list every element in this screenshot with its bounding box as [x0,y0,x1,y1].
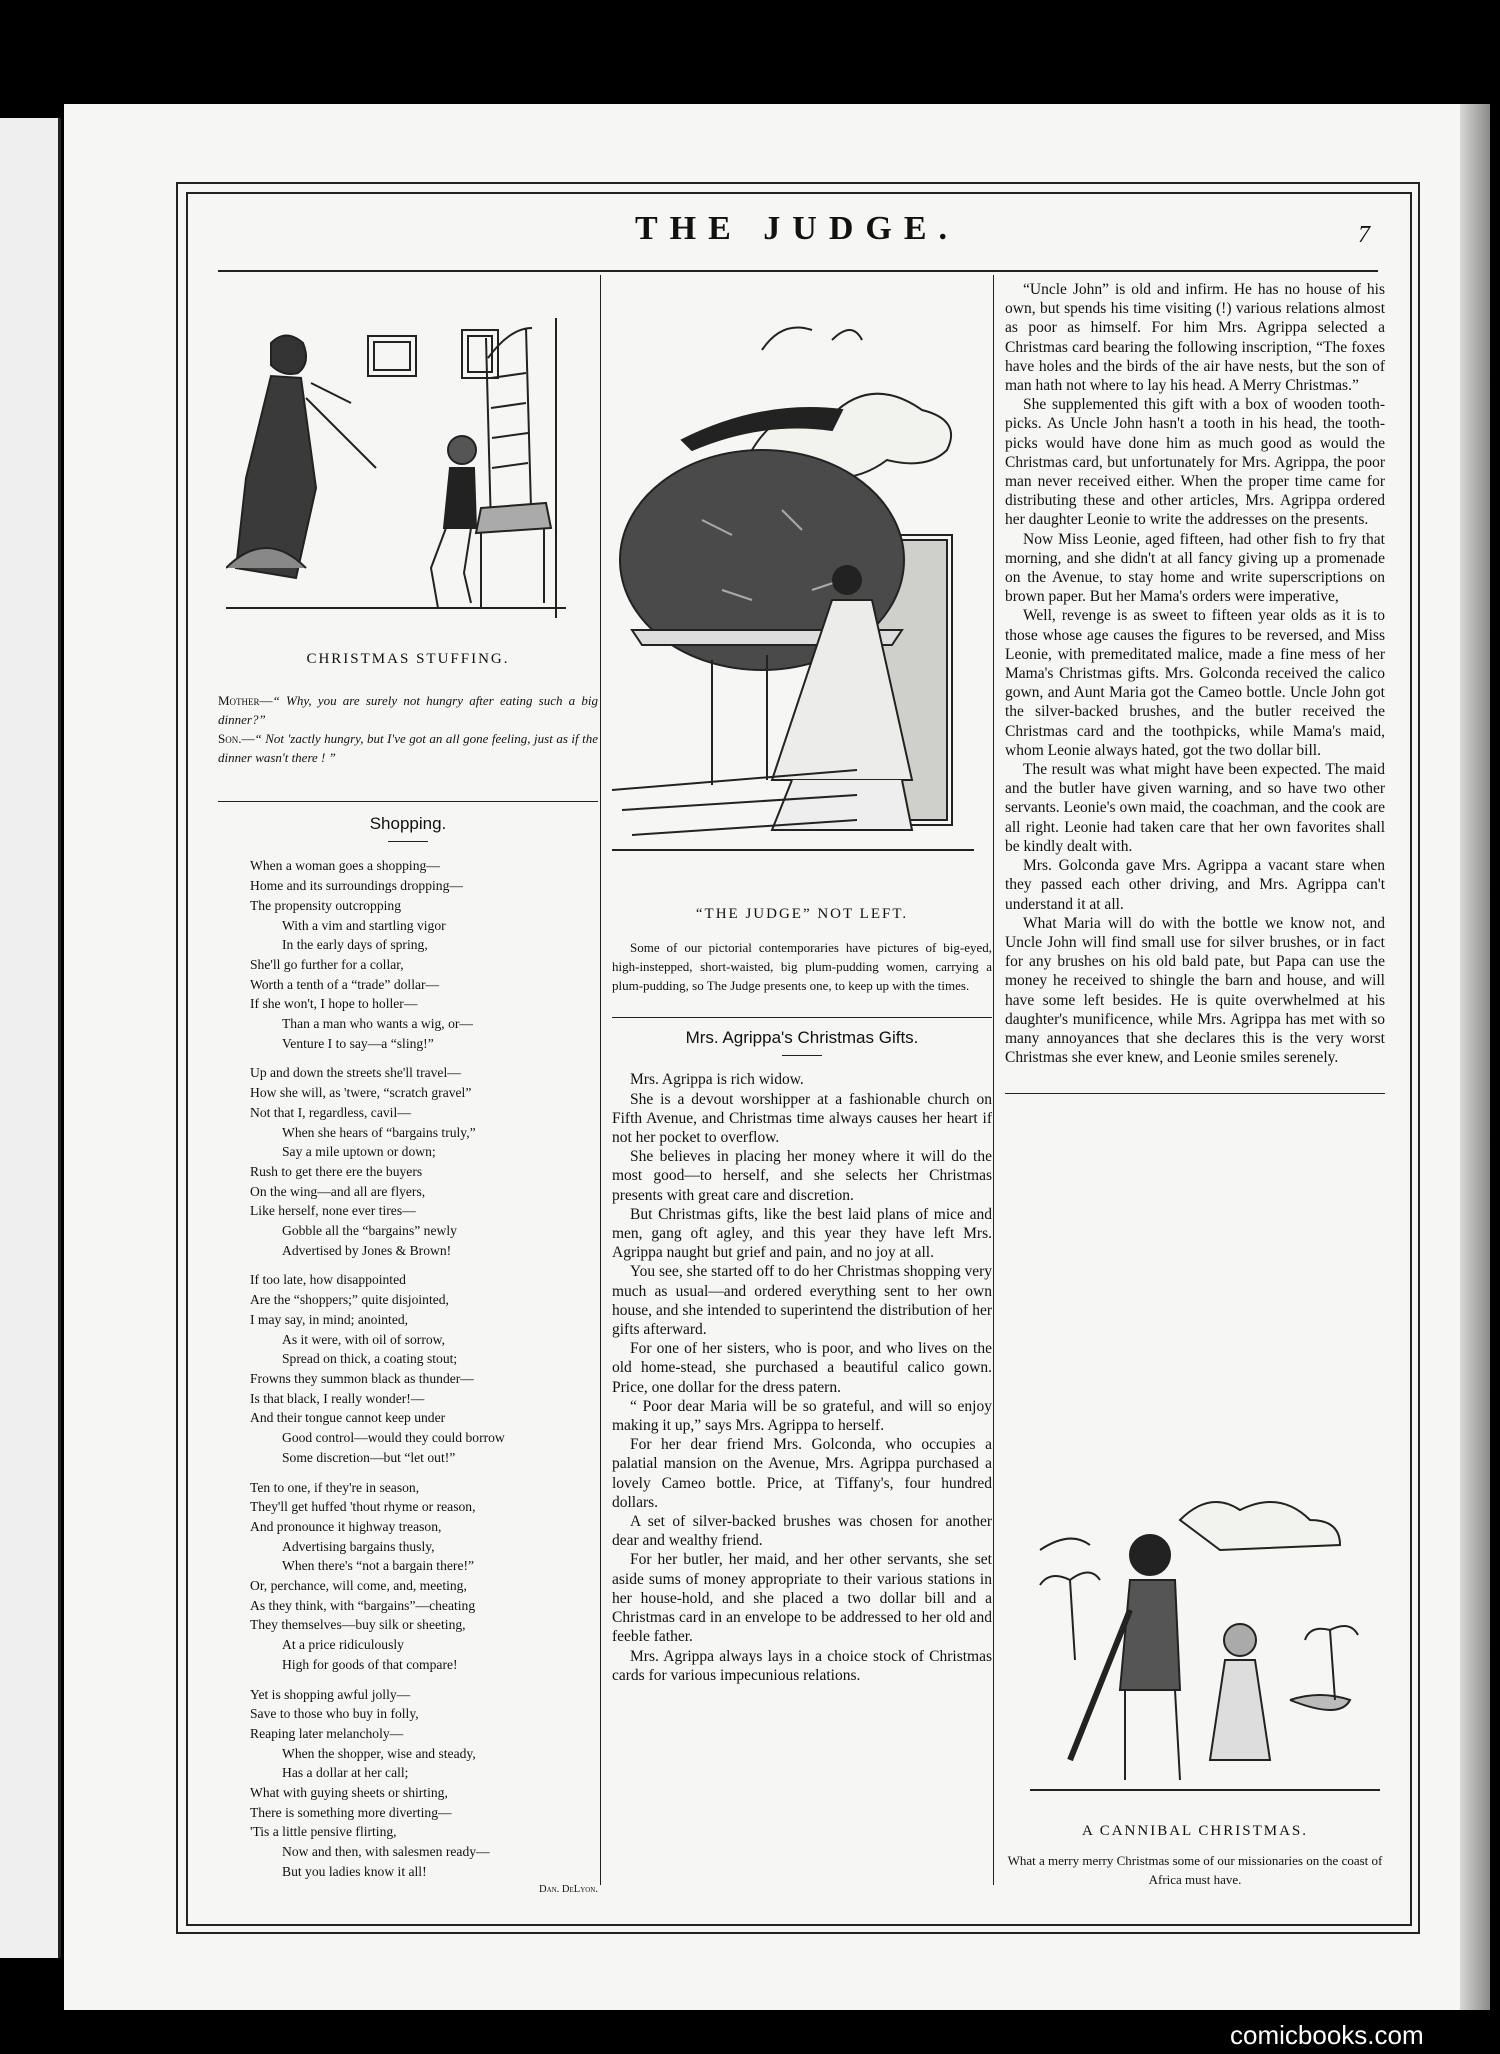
title-underline [782,1055,822,1056]
article-paragraph: She supplemented this gift with a box of wooden tooth-picks. As Uncle John hasn't a tooth in his head, the tooth-picks would have done him as much good as would the Christmas card, but unfortunately for Mrs. Agrippa, the poor man never received either. When the proper time came for distributing these and other articles, Mrs. Agrippa ordered her daughter Leonie to write the addresses on the presents. [1005,396,1385,529]
stanza-gap [250,1675,598,1685]
poem-line: I may say, in mind; anointed, [250,1311,409,1327]
cartoon-caption-cannibal-christmas: What a merry merry Christmas some of our missionaries on the coast of Africa must have. [1007,1853,1383,1888]
page-number: 7 [1358,222,1370,248]
page-edge-shadow [1460,104,1490,2010]
poem-line: Ten to one, if they're in season, [250,1479,420,1495]
article-paragraph: Now Miss Leonie, aged fifteen, had other fish to fry that morning, and she didn't at all fancy giving up a promenade on the Avenue, to stay home and write superscriptions on brown paper. But her Mama's orders were imperative, [1005,530,1385,606]
poem-line: Than a man who wants a wig, or— [282,1016,474,1032]
poem-line: She'll go further for a collar, [250,956,404,972]
article-paragraph: But Christmas gifts, like the best laid plans of mice and men, gang oft agley, and this year they have left Mrs. Agrippa naught but grief and pain, and no joy at all. [612,1205,992,1262]
poem-line: Frowns they summon black as thunder— [250,1370,474,1386]
article-body-part-1 [612,1070,992,1685]
article-paragraph: What Maria will do with the bottle we know not, and Uncle John will find small use for silver brushes, or in fact for any brushes on his old bald pate, but Papa can use the money he received to shingle the barn and house, and will have some left besides. He is quite overwhelmed at his daughter's munificence, while Mrs. Agrippa has met with so many annoyances that she declares this is the very worst Christmas she ever knew, and Leonie smiles serenely. [1005,914,1385,1067]
poem-line: But you ladies know it all! [282,1863,427,1879]
article-paragraph: She believes in placing her money where it will do the most good—to herself, and she selects her Christmas presents with great care and discretion. [612,1148,992,1204]
cartoon-title-cannibal-christmas: A CANNIBAL CHRISTMAS. [1081,1823,1309,1839]
poem-line: Now and then, with salesmen ready— [282,1844,490,1860]
article-paragraph: Mrs. Golconda gave Mrs. Agrippa a vacant stare when they passed each other driving, and Mrs. Agrippa can't understand it at all. [1005,857,1385,913]
poem-line: If too late, how disappointed [250,1272,406,1288]
christmas-stuffing-illustration [226,318,588,640]
article-paragraph: For her dear friend Mrs. Golconda, who occupies a palatial mansion on the Avenue, Mrs. Agrippa purchased a lovely Cameo bottle. Price, at Tiffany's, four hundred dollars. [612,1436,992,1511]
column-1 [218,650,598,1899]
article-paragraph: You see, she started off to do her Christmas shopping very much as usual—and ordered everything sent to her own house, and she intended to superintend the distribution of her gifts afterward. [612,1263,992,1339]
masthead-title: THE JUDGE. [634,210,960,247]
poem-line: As they think, with “bargains”—cheating [250,1597,476,1613]
poem-line: If she won't, I hope to holler— [250,996,418,1012]
section-rule [1005,1093,1385,1094]
cannibal-christmas-illustration [1030,1460,1380,1810]
article-paragraph: A set of silver-backed brushes was chosen for another dear and wealthy friend. [612,1513,992,1550]
poem-line: Up and down the streets she'll travel— [250,1065,461,1081]
column-divider-2 [993,275,994,1885]
poem-line: At a price ridiculously [282,1637,404,1653]
masthead-rule [218,270,1378,272]
poem-line: When she hears of “bargains truly,” [282,1124,476,1140]
article-paragraph: “ Poor dear Maria will be so grateful, and will so enjoy making it up,” says Mrs. Agrippa to herself. [612,1397,992,1435]
stanza-gap [250,1053,598,1063]
poem-line: Venture I to say—a “sling!” [282,1035,434,1051]
poem-line: Not that I, regardless, cavil— [250,1104,411,1120]
plum-pudding-illustration [612,290,974,880]
article-paragraph: Well, revenge is as sweet to fifteen year olds as it is to those whose age causes the figures to be reversed, and Miss Leonie, with premeditated malice, made a fine mess of her Mama's Christmas gifts. Mrs. Golconda received the calico gown, and Aunt Maria got the Cameo bottle. Uncle John got the silver-backed brushes, and the butler received the Christmas card and the toothpicks, while Mama's maid, whom Leonie always hated, got the two dollar bill. [1005,607,1385,759]
poem-author: Dan. DeLyon. [538,1883,598,1895]
poem-line: On the wing—and all are flyers, [250,1183,426,1199]
poem-line: When a woman goes a shopping— [250,858,440,874]
dialogue-line-mother: Mother—“ Why, you are surely not hungry after eating such a big dinner?” [218,693,598,728]
poem-line: Like herself, none ever tires— [250,1203,416,1219]
poem-title: Shopping. [369,814,447,834]
article-paragraph: For one of her sisters, who is poor, and who lives on the old home-stead, she purchased a beautiful calico gown. Price, one dollar for the dress patern. [612,1340,992,1396]
poem-line: Gobble all the “bargains” newly [282,1223,457,1239]
poem-line: Home and its surroundings dropping— [250,878,463,894]
poem-line: Worth a tenth of a “trade” dollar— [250,976,440,992]
cartoon-title-christmas-stuffing: CHRISTMAS STUFFING. [306,651,510,667]
cartoon-dialogue [218,691,598,767]
poem-line: How she will, as 'twere, “scratch gravel” [250,1085,472,1101]
section-rule [218,801,598,802]
article-title: Mrs. Agrippa's Christmas Gifts. [685,1028,919,1048]
poem-line: Yet is shopping awful jolly— [250,1686,411,1702]
poem-line: Advertised by Jones & Brown! [282,1242,452,1258]
dialogue-line-son: Son.—“ Not 'zactly hungry, but I've got an all gone feeling, just as if the dinner wasn't there ! ” [218,731,598,766]
poem-line: Some discretion—but “let out!” [282,1449,456,1465]
poem-line: What with guying sheets or shirting, [250,1785,448,1801]
poem-line: Or, perchance, will come, and, meeting, [250,1578,467,1594]
poem-line: Rush to get there ere the buyers [250,1163,423,1179]
poem-line: Reaping later melancholy— [250,1725,404,1741]
poem-line: And their tongue cannot keep under [250,1410,446,1426]
cartoon-title-judge-not-left: “THE JUDGE” NOT LEFT. [695,906,909,922]
poem-line: 'Tis a little pensive flirting, [250,1824,397,1840]
poem-line: Save to those who buy in folly, [250,1706,419,1722]
article-paragraph: She is a devout worshipper at a fashionable church on Fifth Avenue, and Christmas time always causes her heart if not her pocket to overflow. [612,1090,992,1147]
poem-line: As it were, with oil of sorrow, [282,1331,445,1347]
article-paragraph: The result was what might have been expected. The maid and the butler have given warning, and so have two other servants. Leonie's own maid, the coachman, and the cook are all right. Leonie had taken care that her own favorites shall be kindly dealt with. [1005,761,1385,855]
poem-line: They themselves—buy silk or sheeting, [250,1617,466,1633]
cannibal-caption-block [1005,1822,1385,1889]
poem-line: They'll get huffed 'thout rhyme or reason, [250,1499,476,1515]
section-rule [612,1017,992,1018]
poem-line: There is something more diverting— [250,1804,452,1820]
title-underline [388,841,428,842]
poem-line: Advertising bargains thusly, [282,1538,435,1554]
poem-line: Spread on thick, a coating stout; [282,1351,458,1367]
article-paragraph: “Uncle John” is old and infirm. He has no house of his own, but spends his time visiting (!) various relations almost as poor as himself. For him Mrs. Agrippa selected a Christmas card bearing the following inscription, “The foxes have holes and the birds of the air have nests, but the son of man hath not where to lay his head. A Merry Christmas.” [1005,281,1385,395]
poem-line: Say a mile uptown or down; [282,1144,436,1160]
column-3 [1005,280,1385,1094]
left-page-edge [0,118,61,1958]
stanza-gap [250,1260,598,1270]
poem-line: With a vim and startling vigor [282,917,446,933]
cartoon-caption-judge-not-left: Some of our pictorial contemporaries have pictures of big-eyed, high-instepped, short-waisted, big plum-pudding women, carrying a plum-pudding, so The Judge presents one, to keep up with the times. [612,940,992,994]
article-body-part-2 [1005,280,1385,1067]
column-divider-1 [600,275,601,1885]
poem-line: Are the “shoppers;” quite disjointed, [250,1292,449,1308]
poem-line: Has a dollar at her call; [282,1765,409,1781]
site-watermark: comicbooks.com [1230,2020,1424,2050]
poem-line: Is that black, I really wonder!— [250,1390,425,1406]
poem-line: High for goods of that compare! [282,1656,458,1672]
poem-line: The propensity outcropping [250,897,402,913]
article-paragraph: For her butler, her maid, and her other servants, she set aside sums of money appropriate to their various stations in her house-hold, and she placed a two dollar bill and a Christmas card in an envelope to be addressed to her old and feeble father. [612,1551,992,1646]
article-paragraph: Mrs. Agrippa always lays in a choice stock of Christmas cards for various impecunious relations. [612,1647,992,1684]
poem-line: When the shopper, wise and steady, [282,1745,476,1761]
poem-line: In the early days of spring, [282,937,428,953]
poem-line: When there's “not a bargain there!” [282,1558,475,1574]
stanza-gap [250,1468,598,1478]
column-2 [612,905,992,1685]
poem-line: Good control—would they could borrow [282,1430,505,1446]
poem-line: And pronounce it highway treason, [250,1518,442,1534]
article-paragraph: Mrs. Agrippa is rich widow. [630,1071,804,1089]
poem-shopping [218,856,598,1881]
